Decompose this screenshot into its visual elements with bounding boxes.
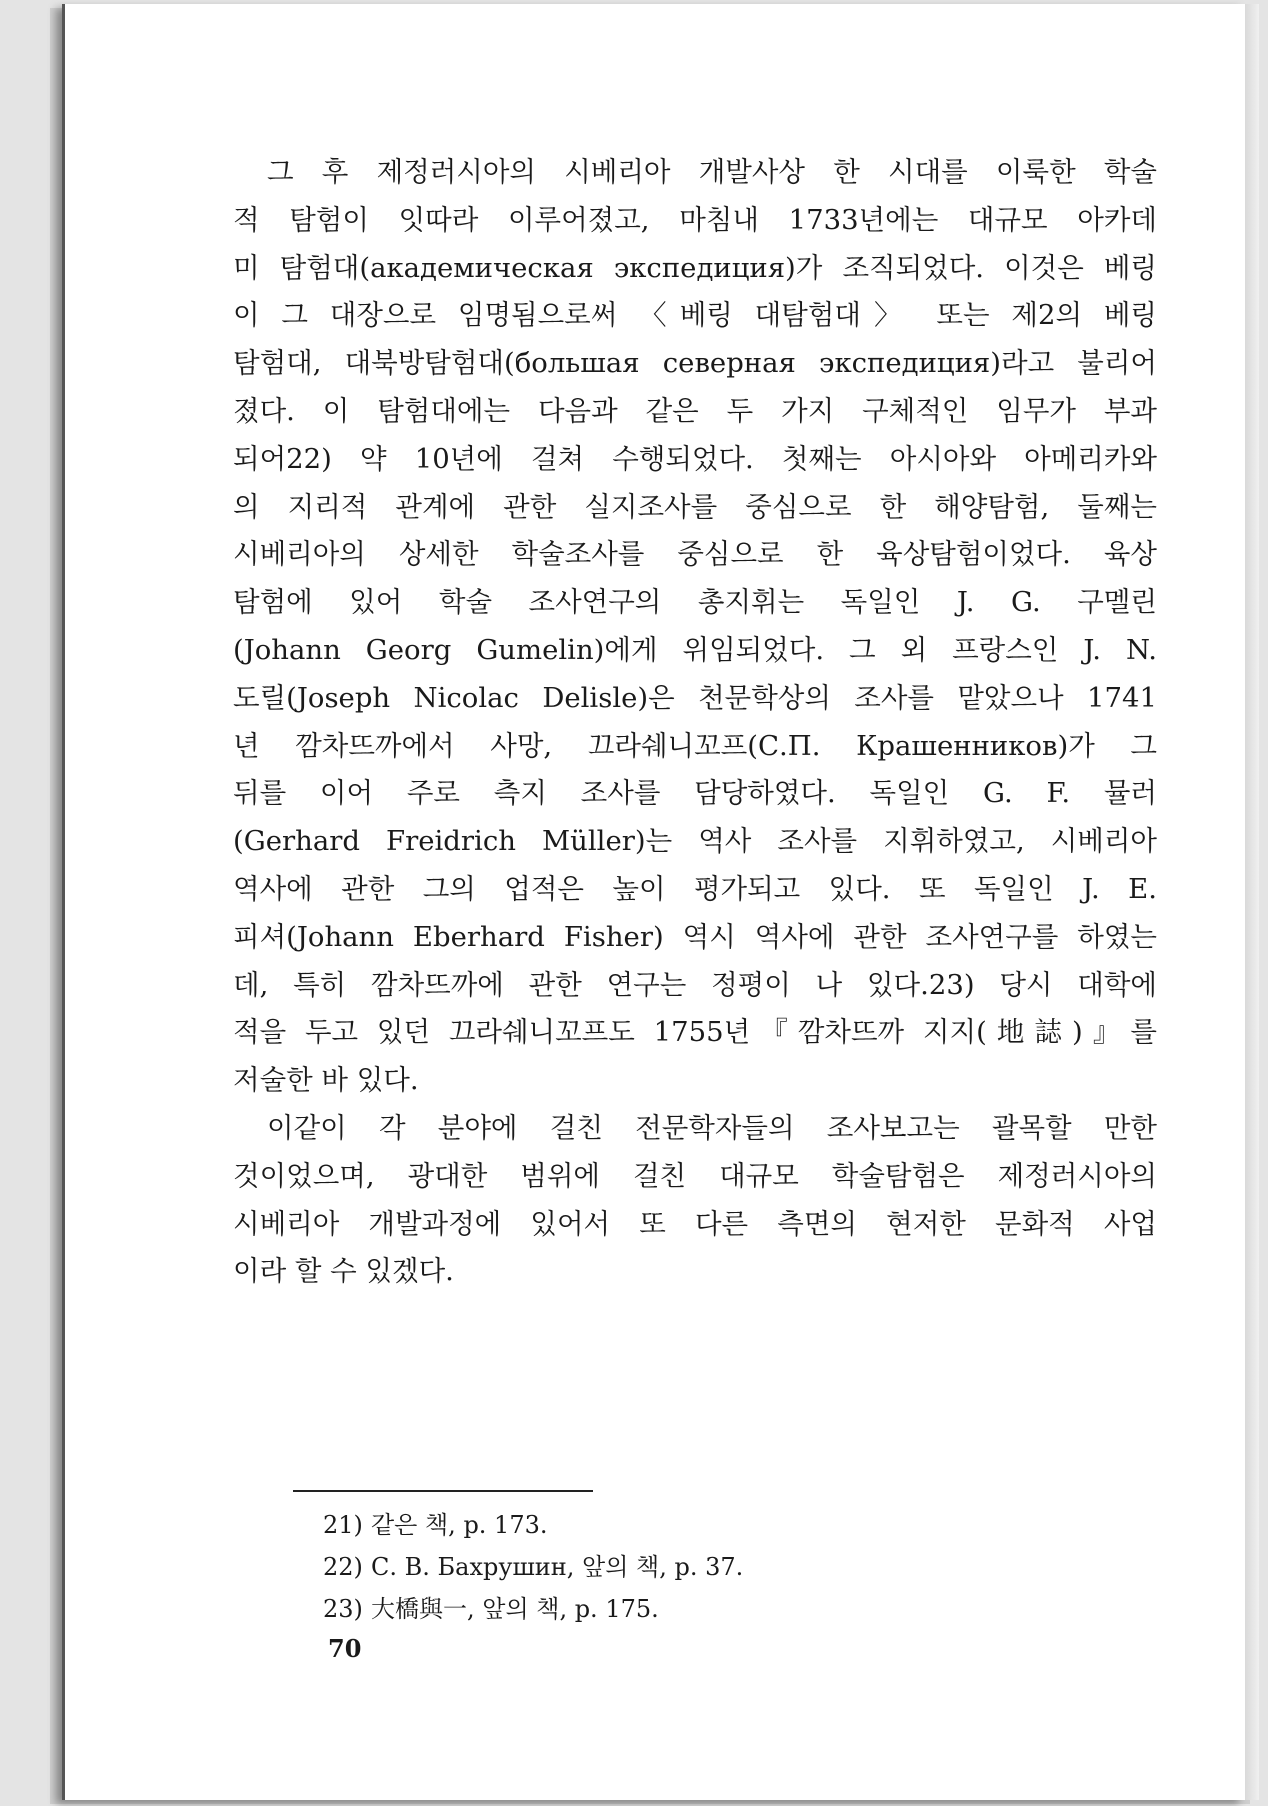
text-line: (Johann Georg Gumelin)에게 위임되었다. 그 외 프랑스인 J. N. <box>233 633 1157 666</box>
footnote-21 <box>293 1504 993 1546</box>
text-line: 역사에 관한 그의 업적은 높이 평가되고 있다. 또 독일인 J. E. <box>233 872 1157 905</box>
text-line: 도릴(Joseph Nicolac Delisle)은 천문학상의 조사를 맡았으나 1741 <box>233 681 1157 714</box>
footnote-23 <box>293 1588 993 1630</box>
paragraph-1 <box>233 149 1157 1105</box>
footnote-number: 22) <box>323 1553 363 1581</box>
text-line: 탐험대, 대북방탐험대(большая северная экспедиция)라고 불리어 <box>233 347 1157 380</box>
text-line: 이 그 대장으로 임명됨으로써 〈베링 대탐험대〉 또는 제2의 베링 <box>233 299 1157 332</box>
text-line: 시베리아의 상세한 학술조사를 중심으로 한 육상탐험이었다. 육상 <box>233 538 1157 571</box>
text-line: 저술한 바 있다. <box>233 1064 419 1097</box>
footnote-22 <box>293 1546 993 1588</box>
text-line: 적 탐험이 잇따라 이루어졌고, 마침내 1733년에는 대규모 아카데 <box>233 203 1157 236</box>
footnote-text: 같은 책, p. 173. <box>371 1511 548 1539</box>
text-line: 년 깜차뜨까에서 사망, 끄라쉐니꼬프(С.П. Крашенников)가 그 <box>233 729 1157 762</box>
text-line: 것이었으며, 광대한 범위에 걸친 대규모 학술탐험은 제정러시아의 <box>233 1159 1157 1192</box>
text-line: 이같이 각 분야에 걸친 전문학자들의 조사보고는 괄목할 만한 <box>267 1111 1157 1144</box>
text-line: 피셔(Johann Eberhard Fisher) 역시 역사에 관한 조사연구를 하였는 <box>233 920 1157 953</box>
footnotes <box>293 1490 993 1630</box>
text-line: 시베리아 개발과정에 있어서 또 다른 측면의 현저한 문화적 사업 <box>233 1207 1157 1240</box>
book-page <box>62 4 1245 1800</box>
text-line: 되어22) 약 10년에 걸쳐 수행되었다. 첫째는 아시아와 아메리카와 <box>233 442 1157 475</box>
footnote-number: 21) <box>323 1511 363 1539</box>
text-line: 적을 두고 있던 끄라쉐니꼬프도 1755년『깜차뜨까 지지(地誌)』를 <box>233 1016 1157 1049</box>
footnote-text: 大橋與一, 앞의 책, p. 175. <box>371 1595 659 1623</box>
text-line: 의 지리적 관계에 관한 실지조사를 중심으로 한 해양탐험, 둘째는 <box>233 490 1157 523</box>
footnote-rule <box>293 1490 593 1492</box>
text-line: 그 후 제정러시아의 시베리아 개발사상 한 시대를 이룩한 학술 <box>267 156 1157 188</box>
page-number: 70 <box>328 1634 362 1663</box>
text-line: 뒤를 이어 주로 측지 조사를 담당하였다. 독일인 G. F. 뮬러 <box>233 777 1157 810</box>
text-line: 이라 할 수 있겠다. <box>233 1255 454 1288</box>
text-line: 데, 특히 깜차뜨까에 관한 연구는 정평이 나 있다.23) 당시 대학에 <box>233 968 1157 1001</box>
body-text <box>233 149 1157 1296</box>
paragraph-2 <box>233 1105 1157 1296</box>
footnote-number: 23) <box>323 1595 363 1623</box>
text-line: 졌다. 이 탐험대에는 다음과 같은 두 가지 구체적인 임무가 부과 <box>233 394 1157 427</box>
footnote-text: С. В. Бахрушин, 앞의 책, p. 37. <box>371 1553 744 1581</box>
text-line: 탐험에 있어 학술 조사연구의 총지휘는 독일인 J. G. 구멜린 <box>233 586 1157 619</box>
text-line: 미 탐험대(академическая экспедиция)가 조직되었다. 이것은 베링 <box>233 251 1157 284</box>
text-line: (Gerhard Freidrich Müller)는 역사 조사를 지휘하였고, 시베리아 <box>233 825 1157 858</box>
